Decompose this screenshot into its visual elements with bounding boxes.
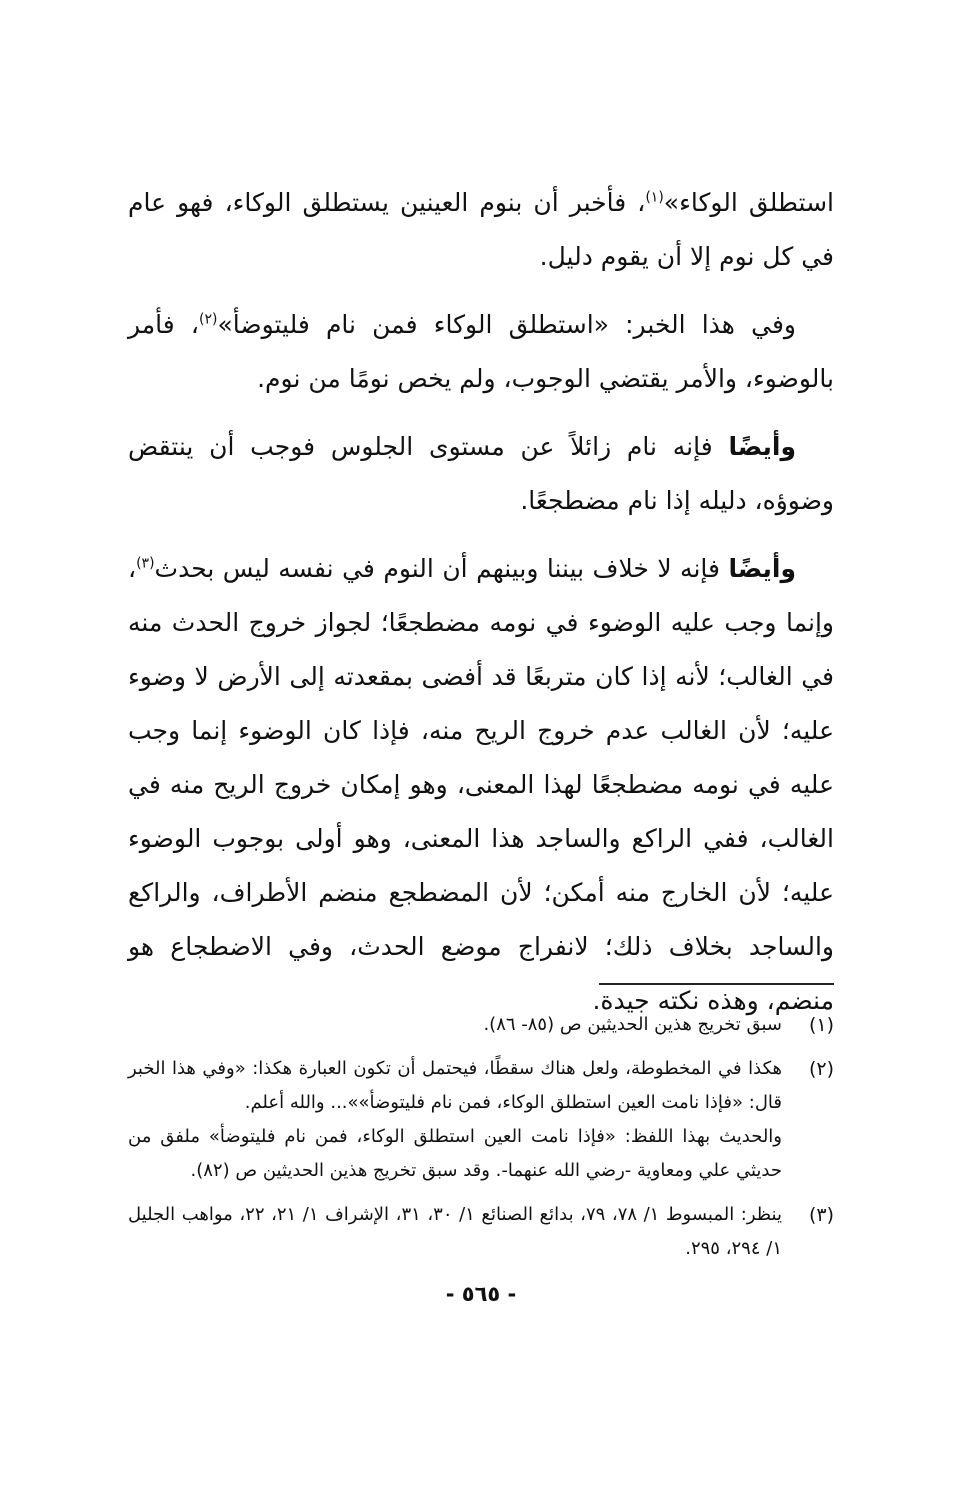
- paragraph-text: ، فأمر بالوضوء، والأمر يقتضي الوجوب، ولم يخص نومًا من نوم.: [128, 310, 834, 393]
- footnote-ref-3: (٣): [136, 555, 155, 572]
- footnote-body: [128, 1052, 782, 1188]
- paragraph-2: [128, 298, 834, 406]
- footnote-number: (٣): [808, 1204, 834, 1226]
- footnote-3: [128, 1198, 834, 1266]
- paragraph-text: وفي هذا الخبر: «استطلق الوكاء فمن نام فليتوضأ»: [217, 310, 796, 339]
- paragraph-text: استطلق الوكاء»: [663, 188, 834, 217]
- paragraph-text: ، فأخبر أن بنوم العينين يستطلق الوكاء، فهو عام في كل نوم إلا أن يقوم دليل.: [128, 188, 834, 271]
- footnotes: [128, 1008, 834, 1276]
- main-text: [128, 176, 834, 1042]
- paragraph-lead: وأيضًا: [728, 432, 796, 461]
- footnote-body: [128, 1198, 782, 1266]
- footnote-text: سبق تخريج هذين الحديثين ص (٨٥- ٨٦).: [483, 1014, 782, 1035]
- page-number: - ٥٦٥ -: [445, 1282, 517, 1306]
- footnote-body: [128, 1008, 782, 1042]
- footnote-text: والحديث بهذا اللفظ: «فإذا نامت العين استطلق الوكاء، فمن نام فليتوضأ» ملفق من حديثي علي ومعاوية -رضي الله عنهما-. وقد سبق تخريج هذين الحديثين ص (٨٢).: [128, 1126, 782, 1181]
- footnote-text: ينظر: المبسوط ١/ ٧٨، ٧٩، بدائع الصنائع ١/ ٣٠، ٣١، الإشراف ١/ ٢١، ٢٢، مواهب الجليل ١/ ٢٩٤، ٢٩٥.: [128, 1204, 782, 1259]
- paragraph-4: [128, 542, 834, 1028]
- footnote-1: [128, 1008, 834, 1042]
- paragraph-3: [128, 420, 834, 528]
- paragraph-text: فإنه نام زائلاً عن مستوى الجلوس فوجب أن ينتقض وضوؤه، دليله إذا نام مضطجعًا.: [128, 432, 834, 515]
- footnote-ref-2: (٢): [198, 311, 218, 328]
- footnote-number: (١): [808, 1014, 834, 1036]
- footnote-separator: [599, 983, 834, 985]
- footnote-number: (٢): [808, 1058, 834, 1080]
- paragraph-1: [128, 176, 834, 284]
- footnote-text: هكذا في المخطوطة، ولعل هناك سقطًا، فيحتمل أن تكون العبارة هكذا: «وفي هذا الخبر قال: «فإذا نامت العين استطلق الوكاء، فمن نام فليتوضأ»»... والله أعلم.: [128, 1058, 782, 1113]
- footnote-ref-1: (١): [645, 189, 664, 206]
- paragraph-text: فإنه لا خلاف بيننا وبينهم أن النوم في نفسه ليس بحدث: [154, 554, 729, 583]
- paragraph-text: ، وإنما وجب عليه الوضوء في نومه مضطجعًا؛ لجواز خروج الحدث منه في الغالب؛ لأنه إذا كان متربعًا قد أفضى بمقعدته إلى الأرض لا وضوء عليه؛ لأن الغالب عدم خروج الريح منه، فإذا كان الوضوء إنما وجب عليه في نومه مضطجعًا لهذا المعنى، وهو إمكان خروج الريح منه في الغالب، ففي الراكع والساجد هذا المعنى، وهو أولى بوجوب الوضوء عليه؛ لأن الخارج منه أمكن؛ لأن المضطجع منضم الأطراف، والراكع والساجد بخلاف ذلك؛ لانفراج موضع الحدث، وفي الاضطجاع هو منضم، وهذه نكته جيدة.: [128, 554, 834, 1015]
- footnote-2: [128, 1052, 834, 1188]
- paragraph-lead: وأيضًا: [728, 554, 796, 583]
